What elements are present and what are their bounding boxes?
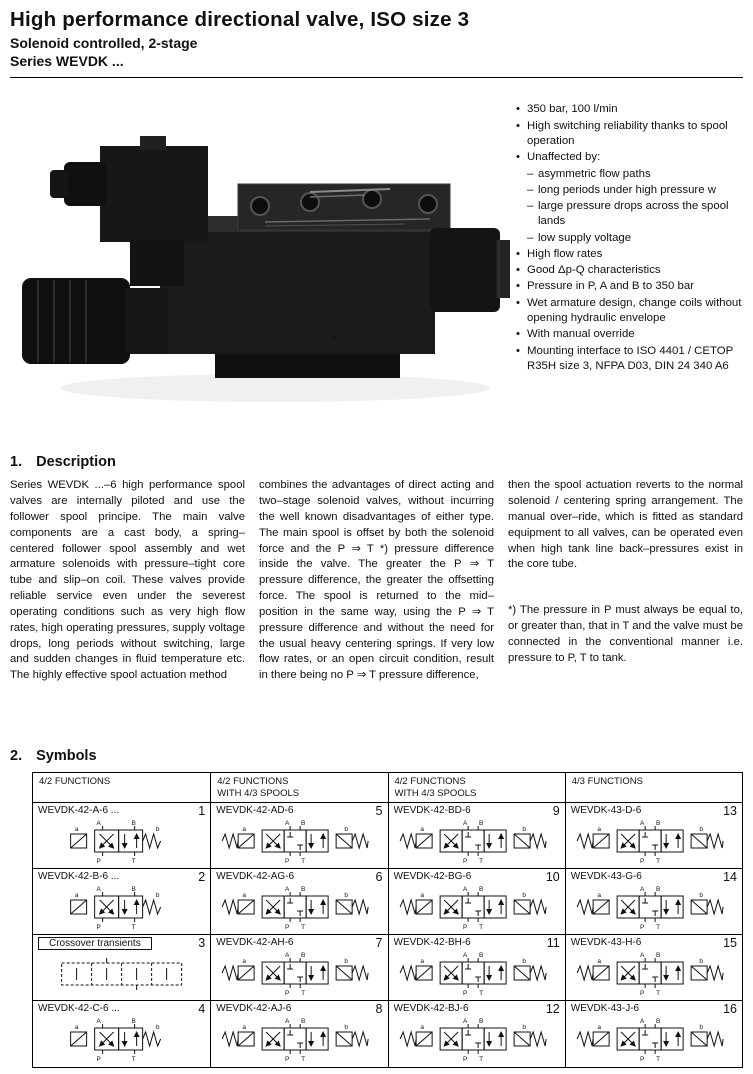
valve-symbol-4-2	[36, 884, 207, 930]
svg-text:b: b	[699, 1023, 703, 1031]
symbol-number: 7	[375, 936, 383, 951]
svg-text:B: B	[655, 885, 661, 893]
svg-text:a: a	[242, 825, 247, 833]
feature-item: • 350 bar, 100 l/min	[516, 102, 743, 117]
symbol-cell	[566, 803, 742, 869]
symbol-model: WEVDK-42-C-6 ...	[38, 1003, 120, 1015]
feature-subitem: – asymmetric flow paths	[516, 167, 743, 182]
svg-text:b: b	[344, 825, 349, 833]
symbols-column-header: 4/2 FUNCTIONS	[33, 773, 210, 803]
feature-item: • Wet armature design, change coils without opening hydraulic envelope	[516, 296, 743, 327]
svg-text:A: A	[639, 1017, 645, 1025]
symbol-cell	[566, 1001, 742, 1067]
symbols-table	[32, 772, 743, 1068]
symbol-cell	[211, 803, 387, 869]
feature-item: • Good Δp-Q characteristics	[516, 263, 743, 278]
svg-text:a: a	[74, 1023, 79, 1031]
svg-text:B: B	[301, 951, 306, 959]
svg-text:P: P	[285, 857, 290, 864]
symbol-model: WEVDK-42-AJ-6	[216, 1003, 292, 1015]
symbol-cell	[211, 869, 387, 935]
symbol-number: 16	[723, 1002, 737, 1017]
symbol-number: 14	[723, 870, 737, 885]
svg-text:T: T	[655, 923, 660, 930]
symbol-number: 15	[723, 936, 737, 951]
section-number: 1.	[10, 454, 23, 471]
feature-item: • Unaffected by:	[516, 150, 743, 165]
svg-text:T: T	[301, 857, 306, 864]
symbol-cell	[33, 935, 210, 1001]
crossover-transients-drawing	[33, 950, 210, 996]
symbol-model: WEVDK-42-AG-6	[216, 871, 295, 883]
symbols-column-3	[388, 773, 565, 1067]
symbol-number: 5	[375, 804, 383, 819]
valve-symbol-drawing	[389, 1016, 565, 1062]
symbols-column-2	[210, 773, 387, 1067]
valve-symbol-4-3	[392, 818, 562, 864]
svg-text:P: P	[462, 857, 467, 864]
symbol-model: WEVDK-42-AH-6	[216, 937, 294, 949]
svg-text:a: a	[419, 825, 424, 833]
svg-text:T: T	[478, 989, 483, 996]
svg-text:T: T	[131, 923, 136, 930]
description-footnote: *) The pressure in P must always be equal to, or greater than, that in T and the valve must be connected in the conventional manner i.e. pressure to P, T to tank.	[508, 604, 743, 664]
valve-symbol-drawing	[211, 818, 387, 864]
valve-symbol-drawing	[389, 818, 565, 864]
svg-text:B: B	[131, 819, 136, 827]
svg-text:P: P	[639, 923, 645, 930]
svg-text:a: a	[597, 825, 601, 833]
svg-text:P: P	[96, 857, 101, 864]
svg-text:T: T	[655, 857, 660, 864]
section-number: 2.	[10, 748, 23, 765]
svg-text:T: T	[131, 857, 136, 864]
svg-text:a: a	[419, 891, 424, 899]
symbol-cell	[33, 869, 210, 935]
feature-item: • With manual override	[516, 327, 743, 342]
feature-subitem: – large pressure drops across the spool lands	[516, 199, 743, 230]
svg-text:b: b	[155, 825, 160, 833]
svg-text:A: A	[462, 885, 467, 893]
feature-item: • High flow rates	[516, 247, 743, 262]
valve-symbol-drawing	[566, 950, 742, 996]
svg-text:A: A	[462, 951, 467, 959]
svg-text:B: B	[478, 1017, 483, 1025]
description-text-2: combines the advantages of direct acting and two–stage solenoid valves, without incurring the well known disadvantages of either type. The main spool is offset by both the solenoid force and the P ⇒ T *) pressure difference inside the valve. The greater the P ⇒ T pressure difference, the greater the offsetting force. The spool is returned to the mid–position in the same way, using the P ⇒ T pressure difference and without the need for the usual heavy centering springs. If very low flow rates, or an open circuit condition, result in there being no P ⇒ T pressure difference,	[259, 479, 494, 682]
svg-text:B: B	[478, 885, 483, 893]
svg-text:a: a	[242, 891, 247, 899]
svg-text:b: b	[344, 1023, 349, 1031]
page-header	[10, 8, 743, 70]
valve-symbol-4-2	[36, 818, 207, 864]
svg-text:B: B	[301, 1017, 306, 1025]
symbol-model: WEVDK-43-J-6	[570, 1003, 640, 1015]
svg-text:B: B	[131, 1017, 136, 1025]
product-photo-illustration	[10, 88, 510, 444]
svg-text:b: b	[155, 1023, 160, 1031]
svg-text:T: T	[131, 1055, 136, 1062]
valve-symbol-4-3	[214, 818, 384, 864]
svg-text:a: a	[419, 957, 424, 965]
svg-text:P: P	[285, 989, 290, 996]
hero-section	[10, 88, 743, 444]
svg-text:A: A	[285, 819, 290, 827]
valve-symbol-drawing	[566, 1016, 742, 1062]
svg-text:A: A	[639, 951, 645, 959]
symbol-model: WEVDK-42-BG-6	[393, 871, 472, 883]
svg-text:T: T	[478, 857, 483, 864]
svg-text:b: b	[521, 957, 526, 965]
symbol-cell	[566, 935, 742, 1001]
symbols-column-header: 4/2 FUNCTIONS WITH 4/3 SPOOLS	[211, 773, 387, 803]
symbol-model: WEVDK-42-BH-6	[393, 937, 471, 949]
symbol-number: 2	[198, 870, 206, 885]
valve-symbol-drawing	[389, 950, 565, 996]
svg-text:b: b	[699, 957, 703, 965]
section-heading-description	[10, 454, 743, 470]
svg-text:b: b	[521, 825, 526, 833]
svg-text:b: b	[521, 891, 526, 899]
svg-text:a: a	[597, 957, 601, 965]
svg-text:B: B	[301, 819, 306, 827]
symbol-number: 12	[545, 1002, 560, 1017]
valve-symbol-4-3	[569, 818, 739, 864]
feature-list	[510, 88, 743, 444]
symbol-number: 13	[723, 804, 737, 819]
symbol-number: 3	[198, 936, 206, 951]
valve-symbol-drawing	[211, 884, 387, 930]
product-photo	[10, 88, 510, 444]
svg-text:P: P	[96, 923, 101, 930]
symbol-cell	[211, 1001, 387, 1067]
page-title: High performance directional valve, ISO size 3	[10, 8, 470, 31]
section-title: Description	[36, 454, 116, 471]
svg-text:A: A	[285, 951, 290, 959]
svg-text:A: A	[639, 819, 645, 827]
valve-symbol-4-2	[36, 1016, 207, 1062]
symbol-number: 1	[198, 804, 206, 819]
symbol-number: 4	[198, 1002, 206, 1017]
symbol-cell	[389, 1001, 565, 1067]
svg-text:A: A	[462, 1017, 467, 1025]
symbol-number: 11	[546, 936, 560, 951]
symbols-column-header: 4/2 FUNCTIONS WITH 4/3 SPOOLS	[389, 773, 565, 803]
svg-text:T: T	[655, 1055, 660, 1062]
description-column-2	[259, 478, 494, 736]
page-series: Series WEVDK ...	[10, 53, 124, 70]
svg-text:T: T	[478, 1055, 483, 1062]
svg-text:T: T	[301, 989, 306, 996]
svg-text:P: P	[462, 989, 467, 996]
symbol-cell	[389, 803, 565, 869]
valve-symbol-drawing	[33, 818, 210, 864]
feature-subitem: – long periods under high pressure w	[516, 183, 743, 198]
symbol-cell	[566, 869, 742, 935]
valve-symbol-4-3	[214, 1016, 384, 1062]
symbol-number: 9	[552, 804, 560, 819]
svg-text:P: P	[639, 1055, 645, 1062]
svg-text:A: A	[285, 1017, 290, 1025]
svg-text:A: A	[96, 885, 101, 893]
svg-text:b: b	[344, 891, 349, 899]
svg-text:A: A	[462, 819, 467, 827]
valve-symbol-drawing	[211, 1016, 387, 1062]
svg-text:b: b	[521, 1023, 526, 1031]
svg-text:T: T	[301, 1055, 306, 1062]
svg-text:B: B	[131, 885, 136, 893]
symbol-model: WEVDK-43-H-6	[570, 937, 642, 949]
svg-text:P: P	[285, 923, 290, 930]
photo-port-label: P B	[310, 335, 345, 343]
svg-text:B: B	[478, 819, 483, 827]
svg-text:b: b	[344, 957, 349, 965]
symbol-number: 8	[375, 1002, 383, 1017]
svg-text:P: P	[639, 857, 645, 864]
svg-text:a: a	[74, 891, 79, 899]
svg-text:a: a	[419, 1023, 424, 1031]
svg-text:B: B	[655, 819, 661, 827]
svg-text:P: P	[96, 1055, 101, 1062]
valve-symbol-4-3	[569, 1016, 739, 1062]
valve-symbol-4-3	[214, 950, 384, 996]
valve-symbol-4-3	[392, 884, 562, 930]
valve-symbol-drawing	[566, 884, 742, 930]
valve-symbol-drawing	[33, 1016, 210, 1062]
svg-text:P: P	[462, 1055, 467, 1062]
valve-symbol-drawing	[33, 884, 210, 930]
valve-symbol-4-3	[392, 950, 562, 996]
svg-text:P: P	[462, 923, 467, 930]
header-rule	[10, 77, 743, 78]
valve-symbol-drawing	[389, 884, 565, 930]
symbol-cell	[211, 935, 387, 1001]
svg-text:A: A	[639, 885, 645, 893]
description-column-3	[508, 478, 743, 736]
svg-text:B: B	[301, 885, 306, 893]
svg-text:A: A	[96, 819, 101, 827]
symbol-number: 6	[375, 870, 383, 885]
svg-text:a: a	[242, 957, 247, 965]
svg-text:P: P	[639, 989, 645, 996]
svg-text:A: A	[285, 885, 290, 893]
valve-symbol-4-3	[214, 884, 384, 930]
feature-item: • Pressure in P, A and B to 350 bar	[516, 279, 743, 294]
symbol-cell	[33, 1001, 210, 1067]
svg-text:P: P	[285, 1055, 290, 1062]
description-text-1: Series WEVDK ...–6 high performance spool valves are internally piloted and use the follower spool principe. The main valve components are a cast body, a spring–centered follower spool assembly and wet armature solenoids with pressure–tight core tube and slip–on coil. These valves provide reliable service even under the severest operating conditions such as very high flow rates, high operating pressures, supply voltage drops, long periods without switching, large and sudden changes in fluid temperature etc. The highly effective spool actuation method	[10, 479, 245, 682]
section-title: Symbols	[36, 748, 97, 765]
svg-text:T: T	[655, 989, 660, 996]
valve-symbol-4-3	[569, 950, 739, 996]
description-column-1	[10, 478, 245, 736]
feature-item: • Mounting interface to ISO 4401 / CETOP R35H size 3, NFPA D03, DIN 24 340 A6	[516, 344, 743, 375]
svg-text:a: a	[74, 825, 79, 833]
svg-text:a: a	[597, 1023, 601, 1031]
symbol-cell	[33, 803, 210, 869]
svg-text:b: b	[699, 891, 703, 899]
description-text-3: then the spool actuation reverts to the normal solenoid / centering spring arrangement. The manual over–ride, which is fitted as standard equipment to all valves, can be operated even when high tank line back–pressures exist in the core tube.	[508, 479, 743, 571]
symbol-model: WEVDK-42-A-6 ...	[38, 805, 120, 817]
svg-text:B: B	[655, 1017, 661, 1025]
symbol-model: WEVDK-43-D-6	[570, 805, 642, 817]
symbol-model: WEVDK-42-AD-6	[216, 805, 294, 817]
page-subtitle: Solenoid controlled, 2-stage	[10, 35, 198, 51]
symbol-cell	[389, 869, 565, 935]
symbols-column-header: 4/3 FUNCTIONS	[566, 773, 742, 803]
crossover-transient-symbol	[36, 950, 207, 996]
description-columns	[10, 478, 743, 736]
svg-text:a: a	[242, 1023, 247, 1031]
svg-text:b: b	[699, 825, 703, 833]
symbol-cell	[389, 935, 565, 1001]
valve-symbol-drawing	[211, 950, 387, 996]
valve-symbol-4-3	[569, 884, 739, 930]
symbol-model: WEVDK-43-G-6	[570, 871, 642, 883]
svg-text:B: B	[478, 951, 483, 959]
symbol-model: WEVDK-42-BJ-6	[393, 1003, 469, 1015]
feature-item: • High switching reliability thanks to spool operation	[516, 119, 743, 150]
svg-text:A: A	[96, 1017, 101, 1025]
svg-text:a: a	[597, 891, 601, 899]
symbol-model: WEVDK-42-BD-6	[393, 805, 471, 817]
valve-symbol-4-3	[392, 1016, 562, 1062]
symbols-column-4	[565, 773, 742, 1067]
symbol-model: WEVDK-42-B-6 ...	[38, 871, 120, 883]
symbols-column-1	[33, 773, 210, 1067]
symbol-model: Crossover transients	[38, 937, 152, 950]
section-heading-symbols	[10, 748, 743, 764]
feature-subitem: – low supply voltage	[516, 231, 743, 246]
svg-text:T: T	[301, 923, 306, 930]
symbol-number: 10	[545, 870, 560, 885]
valve-symbol-drawing	[566, 818, 742, 864]
svg-text:b: b	[155, 891, 160, 899]
svg-text:B: B	[655, 951, 661, 959]
svg-text:T: T	[478, 923, 483, 930]
